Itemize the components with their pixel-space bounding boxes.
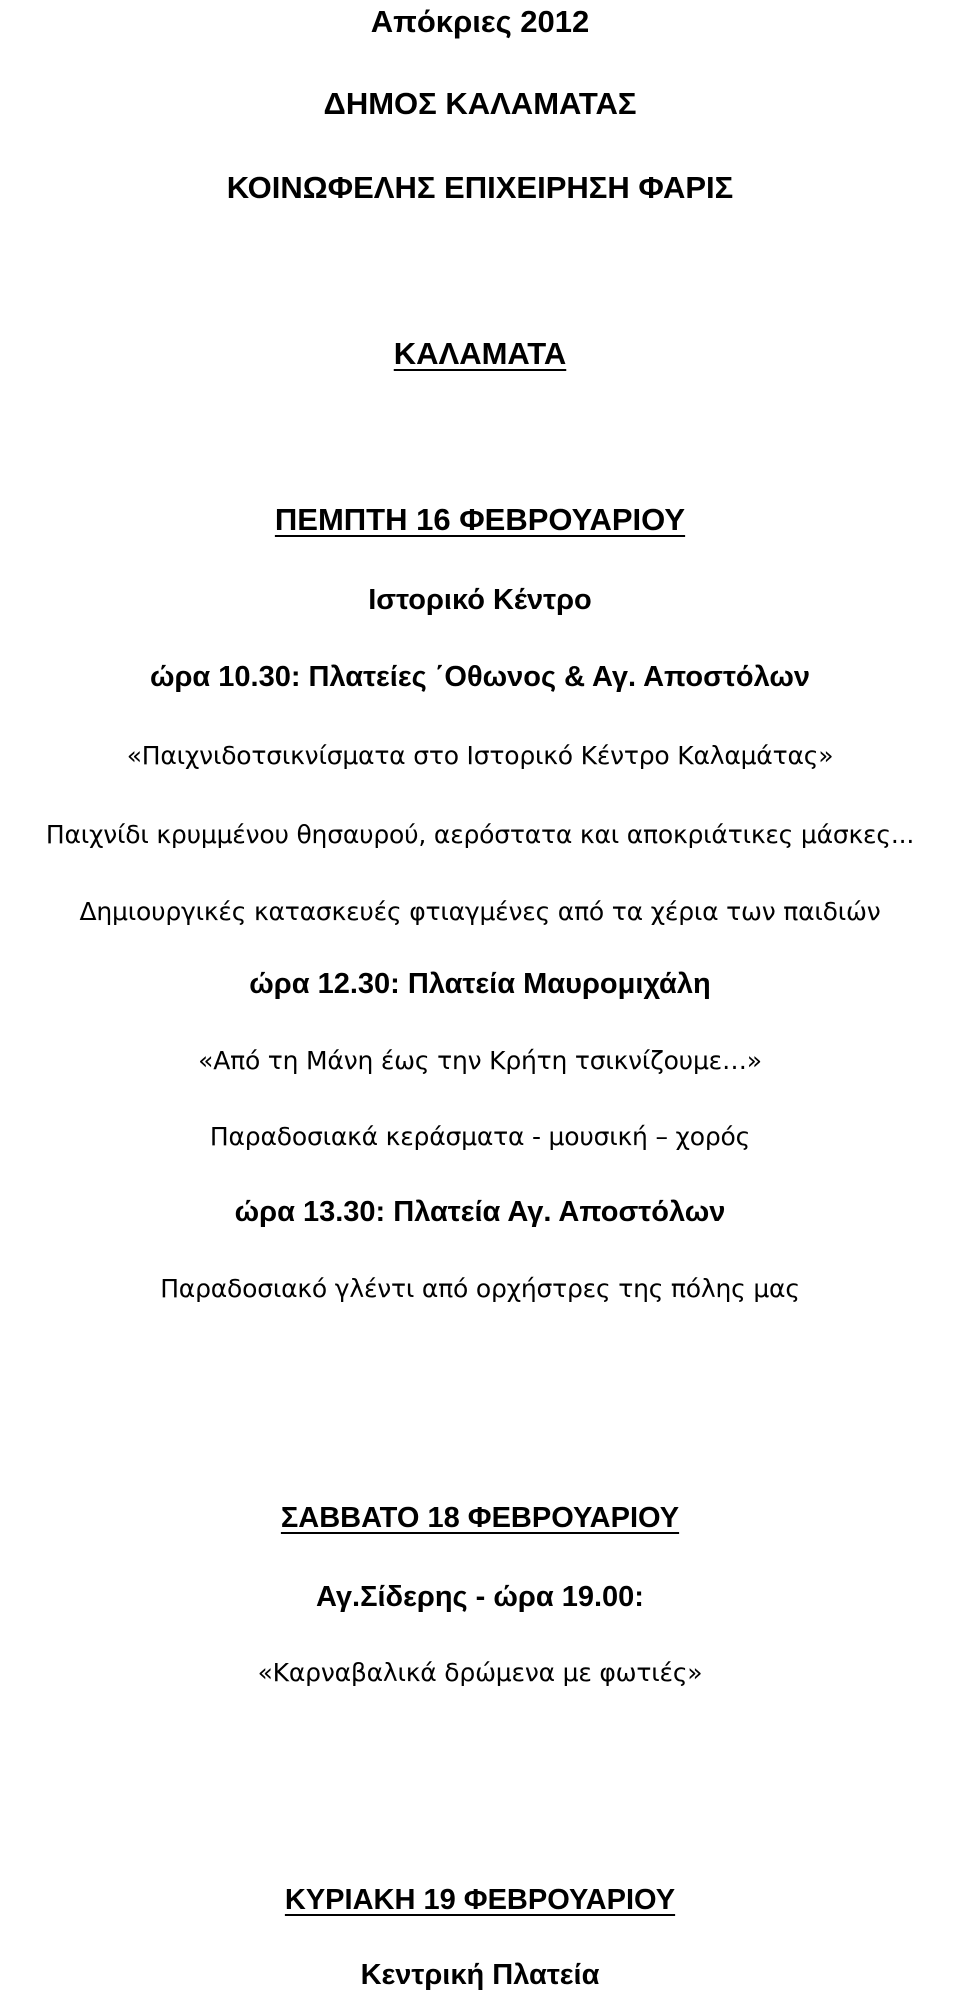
- saturday-event1-title: «Καρναβαλικά δρώμενα με φωτιές»: [257, 1658, 703, 1687]
- thursday-event2-time: ώρα 12.30: Πλατεία Μαυρομιχάλη: [249, 968, 711, 1000]
- thursday-event1-title: «Παιχνιδοτσικνίσματα στο Ιστορικό Κέντρο Καλαμάτας»: [126, 741, 834, 770]
- document-title: Απόκριες 2012: [370, 4, 590, 39]
- municipality-heading: ΔΗΜΟΣ ΚΑΛΑΜΑΤΑΣ: [323, 86, 637, 121]
- saturday-event1-time: Αγ.Σίδερης - ώρα 19.00:: [316, 1581, 644, 1613]
- thursday-event3-time: ώρα 13.30: Πλατεία Αγ. Αποστόλων: [234, 1196, 726, 1228]
- thursday-event3-description: Παραδοσιακό γλέντι από ορχήστρες της πόλης μας: [160, 1274, 800, 1303]
- thursday-date-heading: ΠΕΜΠΤΗ 16 ΦΕΒΡΟΥΑΡΙΟΥ: [274, 502, 686, 537]
- sunday-date-heading: ΚΥΡΙΑΚΗ 19 ΦΕΒΡΟΥΑΡΙΟΥ: [284, 1884, 676, 1916]
- saturday-date-heading: ΣΑΒΒΑΤΟ 18 ΦΕΒΡΟΥΑΡΙΟΥ: [280, 1502, 680, 1534]
- thursday-event1-time: ώρα 10.30: Πλατείες ΄Οθωνος & Αγ. Αποστόλων: [149, 661, 811, 693]
- enterprise-heading: ΚΟΙΝΩΦΕΛΗΣ ΕΠΙΧΕΙΡΗΣΗ ΦΑΡΙΣ: [226, 170, 734, 205]
- sunday-location: Κεντρική Πλατεία: [360, 1959, 600, 1991]
- city-heading: ΚΑΛΑΜΑΤΑ: [393, 336, 567, 371]
- thursday-event2-title: «Από τη Μάνη έως την Κρήτη τσικνίζουμε…»: [198, 1046, 762, 1075]
- thursday-event2-description: Παραδοσιακά κεράσματα - μουσική – χορός: [209, 1122, 751, 1151]
- thursday-location: Ιστορικό Κέντρο: [368, 584, 592, 616]
- thursday-event1-description-2: Δημιουργικές κατασκευές φτιαγμένες από τα χέρια των παιδιών: [79, 897, 881, 926]
- thursday-event1-description-1: Παιχνίδι κρυμμένου θησαυρού, αερόστατα και αποκριάτικες μάσκες...: [45, 820, 915, 849]
